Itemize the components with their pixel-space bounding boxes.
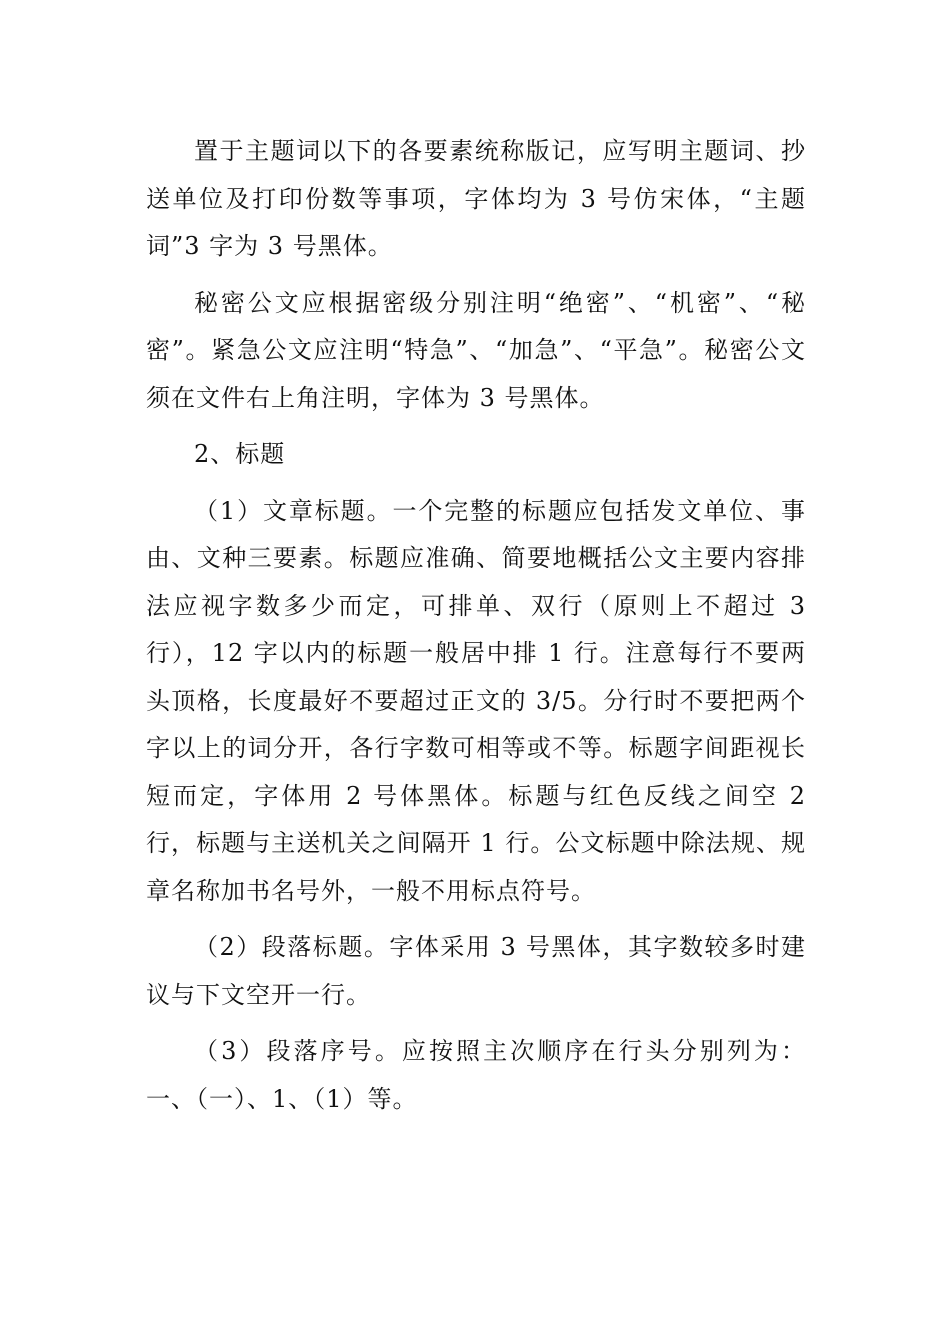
paragraph-numbering: （3）段落序号。应按照主次顺序在行头分别列为：一、（一）、1、（1）等。 bbox=[146, 1037, 806, 1113]
paragraph-secrecy: 秘密公文应根据密级分别注明“绝密”、“机密”、“秘密”。紧急公文应注明“特急”、“加急”、“平急”。秘密公文须在文件右上角注明，字体为 3 号黑体。 bbox=[146, 288, 806, 412]
paragraph-colophon: 置于主题词以下的各要素统称版记，应写明主题词、抄送单位及打印份数等事项，字体均为 3 号仿宋体，“主题词”3 字为 3 号黑体。 bbox=[146, 137, 806, 260]
paragraph-article-title: （1）文章标题。一个完整的标题应包括发文单位、事由、文种三要素。标题应准确、简要地概括公文主要内容排法应视字数多少而定，可排单、双行（原则上不超过 3 行），12 字以内的标题一般居中排 1 行。注意每行不要两头顶格，长度最好不要超过正文的 3/5。分行时不要把两个字以上的词分开，各行字数可相等或不等。标题字间距视长短而定，字体用 2 号体黑体。标题与红色反线之间空 2 行，标题与主送机关之间隔开 1 行。公文标题中除法规、规章名称加书名号外，一般不用标点符号。 bbox=[146, 496, 806, 905]
document-body bbox=[146, 128, 806, 1132]
paragraph-section-title: （2）段落标题。字体采用 3 号黑体，其字数较多时建议与下文空开一行。 bbox=[146, 933, 806, 1009]
section-heading-title: 2、标题 bbox=[194, 440, 286, 468]
